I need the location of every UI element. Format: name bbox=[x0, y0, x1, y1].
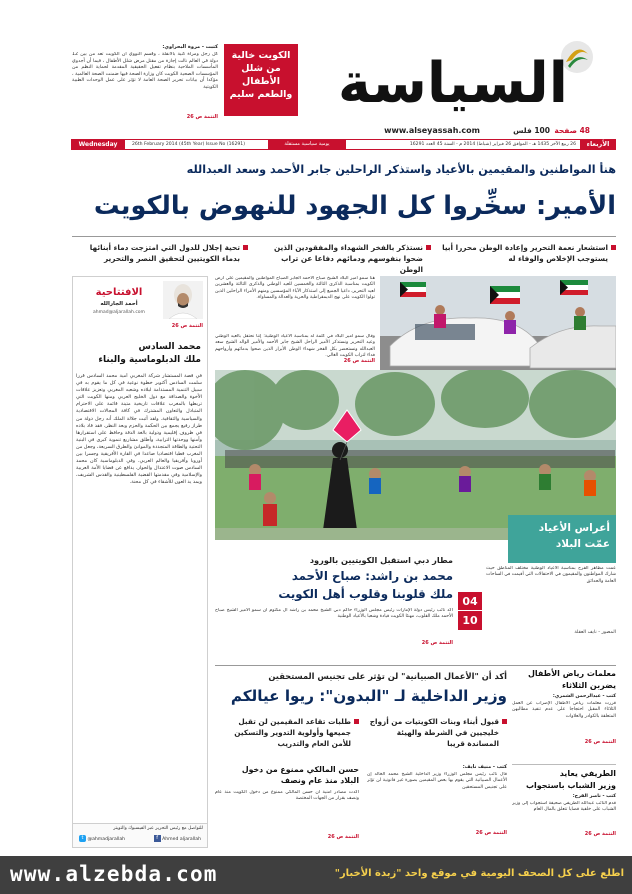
date-bar bbox=[72, 139, 616, 150]
sub-head-text: استشعار نعمة التحرير وإعادة الوطن محررا أبيا يستوجب الإخلاص والوفاء له bbox=[442, 243, 608, 263]
left-column bbox=[512, 668, 616, 850]
teaser-continued bbox=[187, 114, 218, 120]
date-line-en: 26th February 2014 (45th Year) Issue No (16291) bbox=[132, 142, 246, 147]
teaser-body: كل رجل ومرأة كنية بالأنفلة ، وقسم النووي أن الكويت تعد من بين 12 دولة في العالم نالت إجازة من مقتل مرض شلل الأطفال ، فيما أن أجدوي المأسسات الملاحية بنظام تفعيل الحقيقية المقدمة لحماية النظم من المؤسسات الصحية الكويت كان وزارة الصحة فيها ضمنت الصحة العالمية ، مؤكدا أن بيانات تحرير الصحة العامة لا تؤثر على عمل الوحدات الطبية الكويتية bbox=[72, 52, 218, 90]
tarifi-body: قدم النائب عبدالله الطريفي صحيفة استجواب إلى وزير الشباب على خلفية قضايا تتعلق بالمال العام bbox=[512, 801, 616, 813]
teaser-badge-line: الكويت خالية bbox=[231, 50, 291, 61]
masthead-title: السياسة bbox=[337, 51, 568, 116]
bidoon-continued-label: التتمة ص 26 bbox=[475, 830, 507, 836]
opinion-headline-line: محمد السادس bbox=[138, 342, 201, 352]
cars-flags-image bbox=[380, 276, 616, 371]
right-brief[interactable] bbox=[486, 566, 616, 662]
tarifi-continued bbox=[512, 831, 616, 837]
section-divider bbox=[215, 665, 616, 666]
bidoon-continued bbox=[367, 830, 507, 836]
tarifi-headline-line: الطريفي يعايد bbox=[559, 769, 616, 778]
author-portrait bbox=[163, 281, 203, 319]
maliki-body: أكدت مصادر أمنية أن حسن المالكي ممنوع من دخول الكويت منذ عام ونصف بقرار من الجهات المختصة bbox=[215, 790, 359, 802]
continued-label: التتمة ص 26 bbox=[171, 323, 203, 329]
weekday-ar: الأربعاء bbox=[580, 139, 616, 150]
tarifi-author: كتب - ناصر الفرح: bbox=[572, 794, 616, 799]
maliki-headline-line: حسن المالكي ممنوع من دخول bbox=[241, 765, 359, 774]
bidoon-author: كتب - منيف نايف: bbox=[462, 764, 507, 770]
maliki-continued bbox=[215, 834, 359, 840]
dubai-headline-line: ملك قلوبنا وقلوب أهل الكويت bbox=[278, 587, 453, 601]
dubai-kicker: مطار دبي استقبل الكويتيين بالورود bbox=[309, 555, 453, 565]
twitter-icon: t bbox=[79, 835, 86, 842]
twitter-handle[interactable] bbox=[79, 835, 125, 842]
banner-promo-text: اطلع على كل الصحف اليومية في موقع واحد "زبدة الأخبار" bbox=[334, 868, 624, 879]
teaser-badge-line: من شلل bbox=[241, 63, 281, 74]
bullet-square-icon bbox=[426, 245, 431, 250]
sub-head-text: تحية إجلال للدول التي امتزجت دماء أبنائها بدماء الكويتيين لتحقيق النصر والتحرير bbox=[89, 243, 240, 263]
kg-headline-line: يضربن الثلاثاء bbox=[561, 681, 616, 690]
opinion-headline[interactable] bbox=[77, 341, 201, 367]
bidoon-bullet[interactable] bbox=[367, 716, 507, 758]
kg-story[interactable] bbox=[512, 668, 616, 754]
kg-body: قررت معلمات رياض الأطفال الإضراب عن العمل الثلاثاء المقبل احتجاجا على عدم تنفيذ مطالبهن المتعلقة بالكوادر والعلاوات bbox=[512, 701, 616, 719]
promo-banner[interactable] bbox=[0, 856, 632, 894]
sub-heads-row bbox=[72, 236, 616, 274]
sub-head[interactable] bbox=[442, 242, 616, 270]
dubai-story[interactable] bbox=[215, 548, 453, 656]
banner-site-url[interactable]: www.alzebda.com bbox=[10, 862, 218, 886]
bidoon-headline: وزير الداخلية لـ "البدون": ريوا عيالكم bbox=[230, 687, 507, 705]
opinion-column bbox=[72, 276, 208, 848]
opinion-continued-top bbox=[172, 323, 203, 329]
opinion-footer bbox=[73, 823, 207, 847]
opinion-email: ahmad@aljarallah.com bbox=[93, 310, 145, 315]
teaser-badge[interactable] bbox=[224, 44, 298, 116]
right-brief-photographer: المصور - نايف العقلة bbox=[574, 630, 616, 635]
main-headline[interactable]: الأمير: سخِّروا كل الجهود للنهوض بالكويت bbox=[93, 191, 616, 221]
tarifi-story[interactable] bbox=[512, 764, 616, 850]
kg-headline-line: معلمات رياض الأطفال bbox=[527, 669, 616, 678]
main-continued bbox=[344, 358, 375, 364]
maliki-story[interactable] bbox=[215, 764, 359, 850]
pages-count: 48 صفحة bbox=[554, 126, 590, 135]
main-body-text: وقال سمو أمير البلاد في كلمة له بمناسبة الأعياد الوطنية: إننا نحتفل بالعيد الوطني وعيد التحرير ونستذكر الأمير الراحل الشيخ جابر الأحمد والأمير الوالد الشيخ سعد العبدالله ونستحضر بكل الفخر شهداء الوطن الأبرار الذين ضحوا بدمائهم وأرواحهم فداء لتراب الكويت الغالي. bbox=[215, 334, 375, 358]
weekday-en: Wednesday bbox=[71, 139, 125, 150]
bidoon-kicker: أكد أن "الأعمال الصبيانية" لن تؤثر على تجنيس المستحقين bbox=[268, 671, 507, 681]
dubai-headline-line: محمد بن راشد: صباح الأحمد bbox=[291, 569, 453, 583]
site-url[interactable]: www.alseyassah.com bbox=[384, 126, 480, 135]
date-box-bottom: 10 bbox=[458, 611, 482, 630]
bidoon-body-block bbox=[367, 764, 507, 850]
teaser-badge-line: والطعم سليم bbox=[229, 89, 293, 100]
date-line-ar: 26 ربيع الآخر 1435 هـ - الموافق 26 فبراير (شباط) 2014 م - السنة 45 العدد 16291 bbox=[409, 142, 576, 147]
main-kicker[interactable]: هنأ المواطنين والمقيمين بالأعياد واستذكر الراحلين جابر الأحمد وسعد العبدالله bbox=[186, 163, 616, 176]
price: 100 فلس bbox=[513, 126, 550, 135]
facebook-handle[interactable] bbox=[154, 835, 201, 842]
opinion-footer-text: للتواصل مع رئيس التحرير عبر الفيسبوك والتويتر bbox=[113, 826, 203, 831]
opinion-body: في قصة المستشار شركة المغربي أمية محمد السادس قررا سلمت السادس أكتوبر خطوة نوعية في كل ما يقوم به في سبيل التنمية المستدامة لبلاده وشعبه المغربي وتعزيز علاقات الأخوة والصداقة مع دول الخليج العربي ومنها الكويت التي تربطها بالمغرب علاقات تاريخية متينة قائمة على الاحترام المتبادل والتعاون المشترك في كافة المجالات الاقتصادية والسياسية والثقافية. ولقد أثبت جلالة الملك أنه رجل دولة من طراز رفيع يجمع بين الحكمة والحزم وبعد النظر، فقد قاد بلاده في ظروف إقليمية ودولية بالغة الدقة وحافظ على استقرارها وأمنها ووحدتها الترابية، وأطلق مشاريع تنموية كبرى في البنية التحتية والطاقة المتجددة والموانئ والطرق السريعة، وجعل من المغرب قطبا اقتصاديا صاعدا في القارة الأفريقية وجسرا بين أوروبا وأفريقيا والعالم العربي. وفي الدبلوماسية كان محمد السادس صوت الاعتدال والحوار، يدافع عن قضايا الأمة العربية والإسلامية وفي مقدمتها القضية الفلسطينية والقدس الشريف، ويمد يد العون للأشقاء في كل محنة. bbox=[76, 373, 202, 486]
cars-flags-photo[interactable] bbox=[380, 276, 616, 371]
facebook-icon: f bbox=[154, 835, 161, 842]
photo-caption-box[interactable] bbox=[508, 515, 616, 563]
bidoon-bullet[interactable] bbox=[215, 716, 359, 758]
bidoon-body: قال نائب رئيس مجلس الوزراء وزير الداخلية الشيخ محمد الخالد إن الأعمال الصبيانية التي يقوم بها بعض المقيمين بصورة غير قانونية لن تؤثر على تجنيس المستحقين bbox=[367, 772, 507, 790]
maliki-continued-label: التتمة ص 26 bbox=[327, 834, 359, 840]
teaser-continued-label: التتمة ص 26 bbox=[186, 114, 218, 120]
kg-continued-label: التتمة ص 26 bbox=[584, 739, 616, 745]
opinion-headline-line: ملك الدبلوماسية والبناء bbox=[98, 355, 201, 365]
date-box bbox=[458, 592, 482, 630]
bullet-square-icon bbox=[611, 245, 616, 250]
maliki-headline-line: البلاد منذ عام ونصف bbox=[280, 776, 359, 785]
bullet-square-icon bbox=[502, 719, 507, 724]
date-box-top: 04 bbox=[458, 592, 482, 611]
opinion-section-title: الافتتاحية bbox=[95, 287, 143, 298]
tagline: يومية سياسية مستقلة bbox=[268, 139, 346, 150]
dubai-continued-label: التتمة ص 26 bbox=[421, 640, 453, 646]
teaser-author: كتبت - مروة البحراوي: bbox=[162, 44, 218, 50]
teaser-badge-line: الأطفال bbox=[242, 76, 280, 87]
bidoon-story[interactable] bbox=[215, 668, 507, 850]
masthead-info-row bbox=[72, 126, 616, 138]
dubai-body: أكد نائب رئيس دولة الإمارات رئيس مجلس الوزراء حاكم دبي الشيخ محمد بن راشد آل مكتوم أن سمو الأمير الشيخ صباح الأحمد ملك القلوب، مهنئا الكويت قيادة وشعبا بالأعياد الوطنية bbox=[215, 608, 453, 620]
opinion-author: أحمد الجارالله bbox=[100, 301, 138, 307]
main-body-text: هنأ سمو أمير البلاد الشيخ صباح الأحمد الجابر الصباح المواطنين والمقيمين على أرض الكويت بمناسبة الذكرى الثالثة والخمسين للعيد الوطني والذكرى الثالثة والعشرين لعيد التحرير، داعيا الجميع إلى استذكار الآباء المؤسسين ومنهم الأمراء الراحلين الذين تولوا الكويت على نهج الديمقراطية والحرية والعدالة والمساواة. bbox=[215, 276, 375, 301]
twitter-handle-label: @ahmadjarallah bbox=[87, 837, 126, 842]
caption-title-line: عمّت البلاد bbox=[555, 538, 610, 550]
facebook-handle-label: Ahmed aljarallah bbox=[162, 837, 201, 842]
kg-author: كتب - عبدالرحمن الشمري: bbox=[552, 694, 616, 699]
sub-head-text: نستذكر بالفخر الشهداء والمفقودين الذين ضحوا بنفوسهم ودمائهم دفاعا عن تراب الوطن bbox=[273, 243, 423, 274]
opinion-header bbox=[73, 277, 207, 321]
bidoon-bullet-text: طلبات تقاعد المقيمين لن تقبل جميعها وأولوية التدوير والتسكين للأمن العام والتدريب bbox=[234, 717, 351, 748]
main-body bbox=[215, 276, 375, 366]
main-continued-label: التتمة ص 26 bbox=[343, 358, 375, 364]
right-brief-body: عمت مظاهر الفرح بمناسبة الأعياد الوطنية مختلف المناطق حيث شارك المواطنون والمقيمون في الاحتفالات التي أقيمت في الساحات العامة والحدائق bbox=[486, 566, 616, 584]
caption-title-line: أعراس الأعياد bbox=[538, 522, 610, 534]
sub-head[interactable] bbox=[72, 242, 248, 270]
kg-continued bbox=[512, 739, 616, 745]
bidoon-bullet-text: قبول أبناء وبنات الكويتيات من أزواج خليجيين في الشرطة والهيئة المساندة قريبا bbox=[369, 717, 499, 748]
tarifi-continued-label: التتمة ص 26 bbox=[584, 831, 616, 837]
tarifi-headline-line: وزير الشباب باستجواب bbox=[525, 781, 616, 790]
bullet-square-icon bbox=[354, 719, 359, 724]
sub-head[interactable] bbox=[259, 242, 431, 274]
dubai-continued bbox=[422, 640, 453, 646]
top-teaser[interactable] bbox=[72, 44, 298, 126]
masthead-logo[interactable] bbox=[300, 38, 600, 128]
bullet-square-icon bbox=[243, 245, 248, 250]
